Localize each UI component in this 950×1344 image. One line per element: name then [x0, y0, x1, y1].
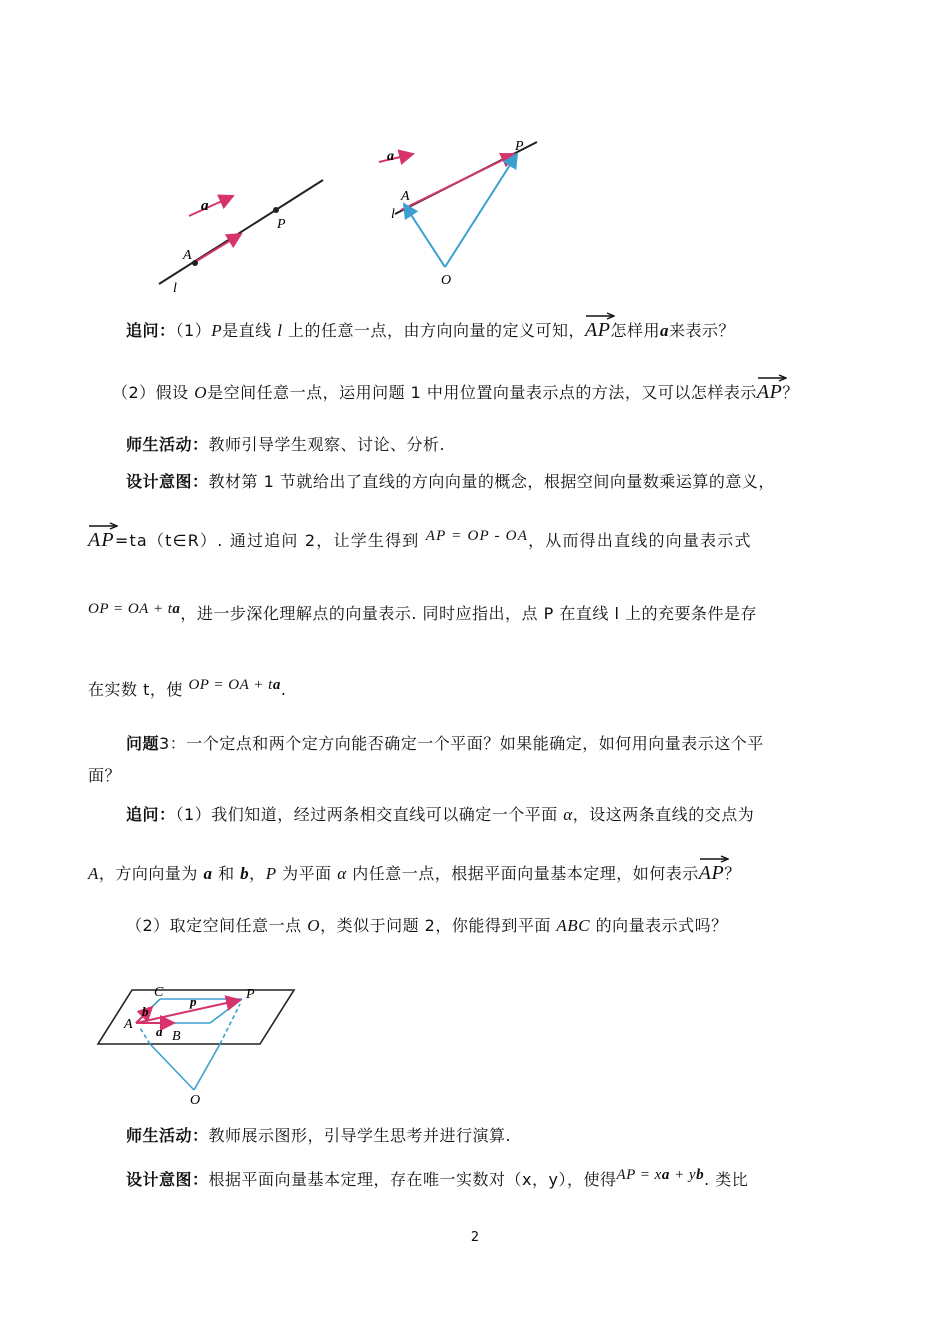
formula-op: OP = OA + ta [88, 601, 181, 617]
segment-hidden-1 [140, 1028, 150, 1044]
text: ，进一步深化理解点的向量表示. 同时应指出，点 P 在直线 l 上的充要条件是存 [180, 604, 757, 623]
label-point-a: A [401, 189, 410, 204]
plane-abc: ABC [556, 916, 591, 935]
activity-label: 师生活动： [126, 435, 209, 454]
label-point-p: P [246, 987, 255, 1002]
design-label: 设计意图： [126, 472, 209, 491]
question-3-line1 [126, 732, 764, 756]
text: . 类比 [704, 1170, 749, 1189]
text: （2）假设 [112, 383, 195, 402]
vector-oa-arrow [404, 204, 445, 267]
text: 和 [212, 864, 241, 883]
text: （1） [175, 321, 212, 340]
text: （2）取定空间任意一点 [126, 916, 308, 935]
text: 面？ [88, 766, 122, 785]
label-point-a: A [124, 1017, 133, 1032]
figure-line-direction-vector [145, 170, 335, 298]
point-p: P [211, 321, 223, 340]
design-2-line1 [126, 1168, 748, 1193]
vector-a-arrow [189, 196, 233, 216]
label-point-o: O [441, 273, 452, 288]
text: 是空间任意一点，运用问题 1 中用位置向量表示点的方法，又可以怎样表示 [207, 383, 757, 402]
activity-1 [126, 433, 445, 457]
followup-2-line3 [126, 914, 728, 938]
label-point-o: O [190, 1093, 201, 1108]
text: =ta（t∈R）. 通过追问 2，让学生得到 [114, 531, 426, 550]
vector-b: b [240, 864, 250, 883]
label-line-l: l [391, 207, 395, 222]
line-l [159, 180, 323, 284]
point-o: O [194, 383, 208, 402]
text: ，方向向量为 [98, 864, 204, 883]
activity-2 [126, 1124, 511, 1148]
text: 上的任意一点，由方向向量的定义可知， [282, 321, 586, 340]
plane-alpha: α [337, 864, 347, 883]
label-point-b: B [172, 1029, 181, 1044]
label-point-p: P [515, 139, 524, 154]
vector-ap: AP [699, 857, 724, 883]
segment-o-a [150, 1044, 194, 1090]
vector-a: a [203, 864, 213, 883]
point-p-dot [273, 207, 279, 213]
formula-op: OP = OA + ta [188, 677, 281, 693]
followup-2-line1 [126, 803, 754, 827]
question-number: 3 [159, 734, 170, 753]
design-1-line4 [88, 678, 286, 703]
text: 的向量表示式吗？ [590, 916, 728, 935]
text: ，类似于问题 2，你能得到平面 [320, 916, 557, 935]
vector-a-arrow [379, 154, 413, 162]
point-a: A [88, 864, 99, 883]
text: ？ [724, 864, 741, 883]
followup-2-line2 [88, 857, 741, 886]
page-number: 2 [470, 1230, 480, 1245]
label-point-a: A [183, 248, 192, 263]
design-1-line1 [126, 470, 775, 494]
text: ：一个定点和两个定方向能否确定一个平面？如果能确定，如何用向量表示这个平 [169, 734, 764, 753]
label-line-l: l [173, 281, 177, 296]
followup-1-line1 [126, 314, 735, 343]
plane-alpha: α [563, 805, 573, 824]
segment-o-p [194, 1044, 220, 1090]
label-a-vec: a [387, 149, 394, 164]
line-l: l [277, 321, 283, 340]
vector-ap-arrow [195, 234, 241, 262]
point-o: O [307, 916, 321, 935]
label-point-p: P [277, 217, 286, 232]
label-vec-a: a [156, 1024, 163, 1039]
followup-1-line2 [112, 376, 799, 405]
label-point-c: C [154, 985, 164, 1000]
text: ，从而得出直线的向量表示式 [528, 531, 752, 550]
text: 来表示？ [668, 321, 735, 340]
figure-plane-vectors [90, 962, 310, 1110]
text: 在实数 t，使 [88, 680, 189, 699]
activity-label: 师生活动： [126, 1126, 209, 1145]
question-label: 问题 [126, 734, 160, 753]
figure-line-position-vector [365, 132, 565, 292]
text: （1）我们知道，经过两条相交直线可以确定一个平面 [175, 805, 564, 824]
label-vec-p: p [190, 994, 197, 1009]
design-1-line2 [88, 524, 752, 554]
label-vec-b: b [142, 1004, 149, 1019]
text: 根据平面向量基本定理，存在唯一实数对（x，y），使得 [208, 1170, 617, 1189]
design-1-line3 [88, 602, 757, 627]
text: 怎样用 [610, 321, 660, 340]
formula-ap-xy: AP = xa + yb [616, 1167, 705, 1183]
formula-ap: AP = OP - OA [425, 528, 529, 544]
design-label: 设计意图： [126, 1170, 209, 1189]
text: ， [249, 864, 266, 883]
point-a-dot [192, 260, 198, 266]
followup-label: 追问： [126, 805, 176, 824]
vector-ap: AP [757, 376, 782, 402]
label-a-vec: a [201, 198, 209, 214]
text: 内任意一点，根据平面向量基本定理，如何表示 [346, 864, 699, 883]
text: 教材第 1 节就给出了直线的方向向量的概念，根据空间向量数乘运算的意义， [208, 472, 775, 491]
activity-text: 教师引导学生观察、讨论、分析. [208, 435, 446, 454]
followup-label: 追问： [126, 321, 176, 340]
segment-hidden-2 [220, 1004, 240, 1044]
text: 是直线 [222, 321, 278, 340]
vector-ap: AP [88, 524, 115, 550]
text: . [280, 680, 287, 699]
vector-ap: AP [585, 314, 610, 340]
text: ？ [782, 383, 799, 402]
text: 为平面 [276, 864, 338, 883]
vector-ap-arrow [401, 154, 515, 210]
text: ，设这两条直线的交点为 [572, 805, 755, 824]
activity-text: 教师展示图形，引导学生思考并进行演算. [208, 1126, 512, 1145]
point-p: P [265, 864, 277, 883]
question-3-line2 [88, 764, 121, 788]
vector-a: a [659, 321, 669, 340]
